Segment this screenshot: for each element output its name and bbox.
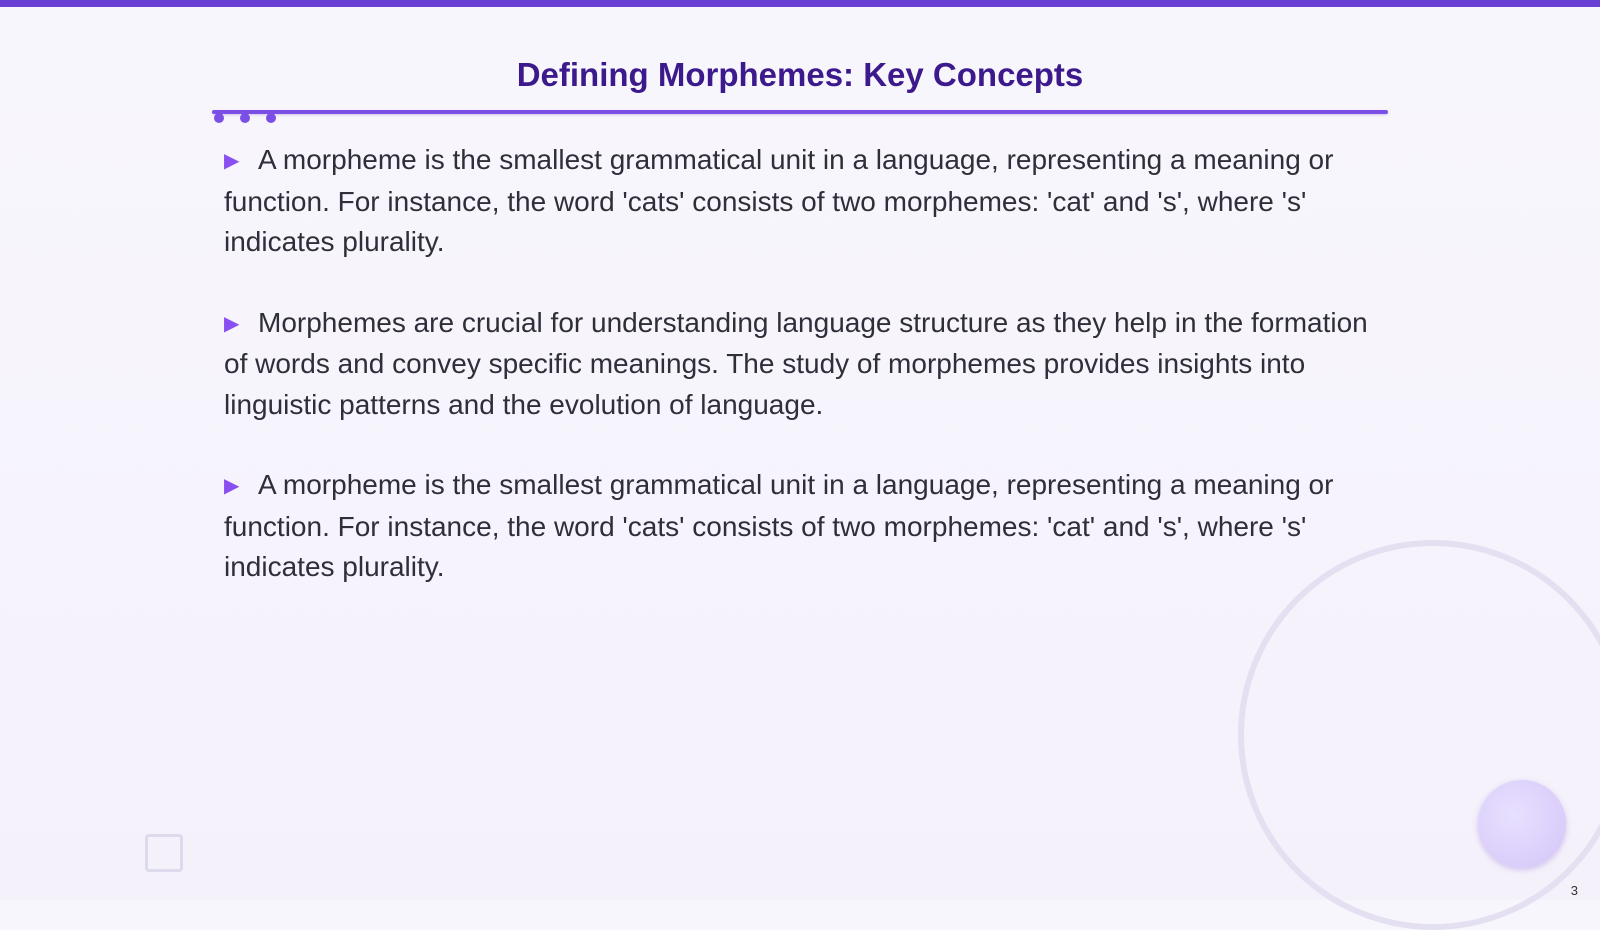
bullet-item [224,465,1384,588]
bullet-list [224,140,1384,628]
bullet-arrow-icon: ▶ [224,150,240,172]
page-number: 3 [1570,883,1578,898]
decorative-dot [266,113,276,123]
top-accent-bar [0,0,1600,7]
decorative-dot [214,113,224,123]
bullet-item [224,140,1384,263]
bullet-text: Morphemes are crucial for understanding language structure as they help in the formation of words and convey specific meanings. The study of morphemes provides insights into linguistic patterns and the evolution of language. [224,306,1368,420]
bullet-arrow-icon: ▶ [224,312,240,335]
decorative-ring [1238,540,1600,930]
bullet-item [224,303,1384,426]
slide-title: Defining Morphemes: Key Concepts [516,56,1084,93]
bullet-text: A morpheme is the smallest grammatical unit in a language, representing a meaning or function. For instance, the word 'cats' consists of two morphemes: 'cat' and 's', where 's' indicates plurality. [224,144,1334,257]
bullet-arrow-icon: ▶ [224,475,240,497]
decorative-square [145,834,183,872]
decorative-dot [240,113,250,123]
decorative-orb [1478,780,1566,868]
title-underline [212,110,1388,114]
bullet-text: A morpheme is the smallest grammatical unit in a language, representing a meaning or function. For instance, the word 'cats' consists of two morphemes: 'cat' and 's', where 's' indicates plurality. [224,469,1334,582]
